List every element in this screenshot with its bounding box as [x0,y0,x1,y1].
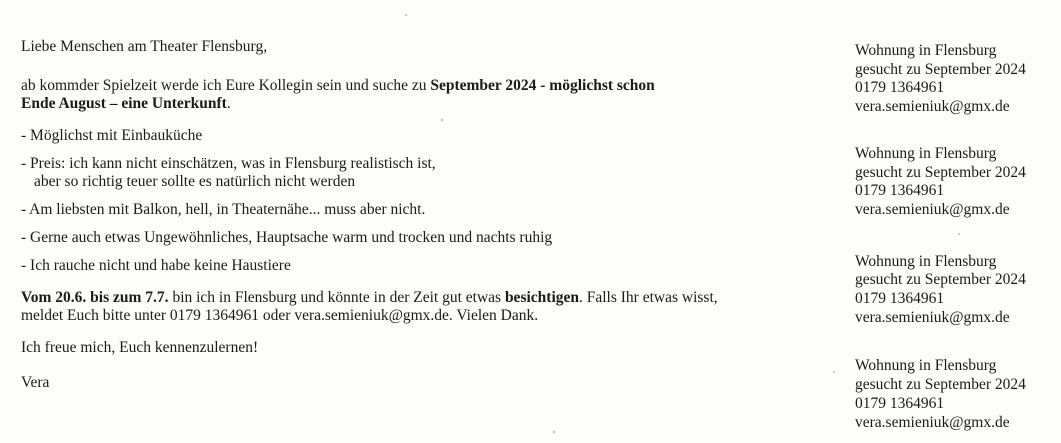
tab-email: vera.semieniuk@gmx.de [855,413,1010,431]
tab-email: vera.semieniuk@gmx.de [855,308,1010,326]
tear-off-tab [855,145,1055,220]
visit-text: bin ich in Flensburg und könnte in der Zeit gut etwas [168,289,505,306]
tab-title: Wohnung in Flensburg [855,252,997,270]
greeting: Liebe Menschen am Theater Flensburg, [21,38,268,55]
tab-subtitle: gesucht zu September 2024 [855,60,1026,78]
visit-text-end: . Falls Ihr etwas wisst, [579,289,718,306]
requirement-unusual: - Gerne auch etwas Ungewöhnliches, Hauptsache warm und trocken und nachts ruhig [21,229,553,246]
visit-highlight: besichtigen [504,289,579,306]
tab-phone: 0179 1364961 [855,394,945,412]
intro-text: ab kommder Spielzeit werde ich Eure Kollegin sein und suche zu [21,77,431,94]
tear-off-tab [855,357,1055,432]
tab-phone: 0179 1364961 [855,290,945,308]
scan-speck [833,371,835,373]
tab-email: vera.semieniuk@gmx.de [855,98,1010,116]
contact-line: meldet Euch bitte unter 0179 1364961 oder vera.semieniuk@gmx.de. Vielen Dank. [21,307,539,324]
requirement-price: - Preis: ich kann nicht einschätzen, was in Flensburg realistisch ist, [21,155,436,172]
visit-paragraph [21,289,821,325]
tear-off-tab [855,42,1055,117]
tab-title: Wohnung in Flensburg [855,357,997,375]
visit-dates: Vom 20.6. bis zum 7.7. [21,289,169,306]
tear-off-tabs [855,42,1055,432]
scan-speck [441,119,443,121]
closing-line: Ich freue mich, Euch kennenzulernen! [21,339,259,356]
requirement-price-cont: aber so richtig teuer sollte es natürlich nicht werden [34,173,356,190]
scan-speck [553,431,555,433]
intro-end: . [226,95,231,112]
tear-off-tab [855,253,1055,328]
intro-paragraph [21,77,821,113]
tab-subtitle: gesucht zu September 2024 [855,271,1026,289]
tab-phone: 0179 1364961 [855,182,945,200]
requirement-no-smoking: - Ich rauche nicht und habe keine Haustiere [21,257,291,274]
signature: Vera [21,374,50,391]
tab-title: Wohnung in Flensburg [855,144,997,162]
requirement-kitchen: - Möglichst mit Einbauküche [21,127,203,144]
scan-speck [405,14,407,16]
intro-date-highlight: September 2024 - möglichst schon [430,77,655,94]
tab-subtitle: gesucht zu September 2024 [855,163,1026,181]
letter-body [21,38,821,392]
tab-email: vera.semieniuk@gmx.de [855,200,1010,218]
tab-subtitle: gesucht zu September 2024 [855,376,1026,394]
requirement-balcony: - Am liebsten mit Balkon, hell, in Theaternähe... muss aber nicht. [21,201,426,218]
scan-speck [958,233,960,235]
tab-phone: 0179 1364961 [855,79,945,97]
intro-date-highlight-cont: Ende August – eine Unterkunft [21,95,227,112]
tab-title: Wohnung in Flensburg [855,42,997,59]
